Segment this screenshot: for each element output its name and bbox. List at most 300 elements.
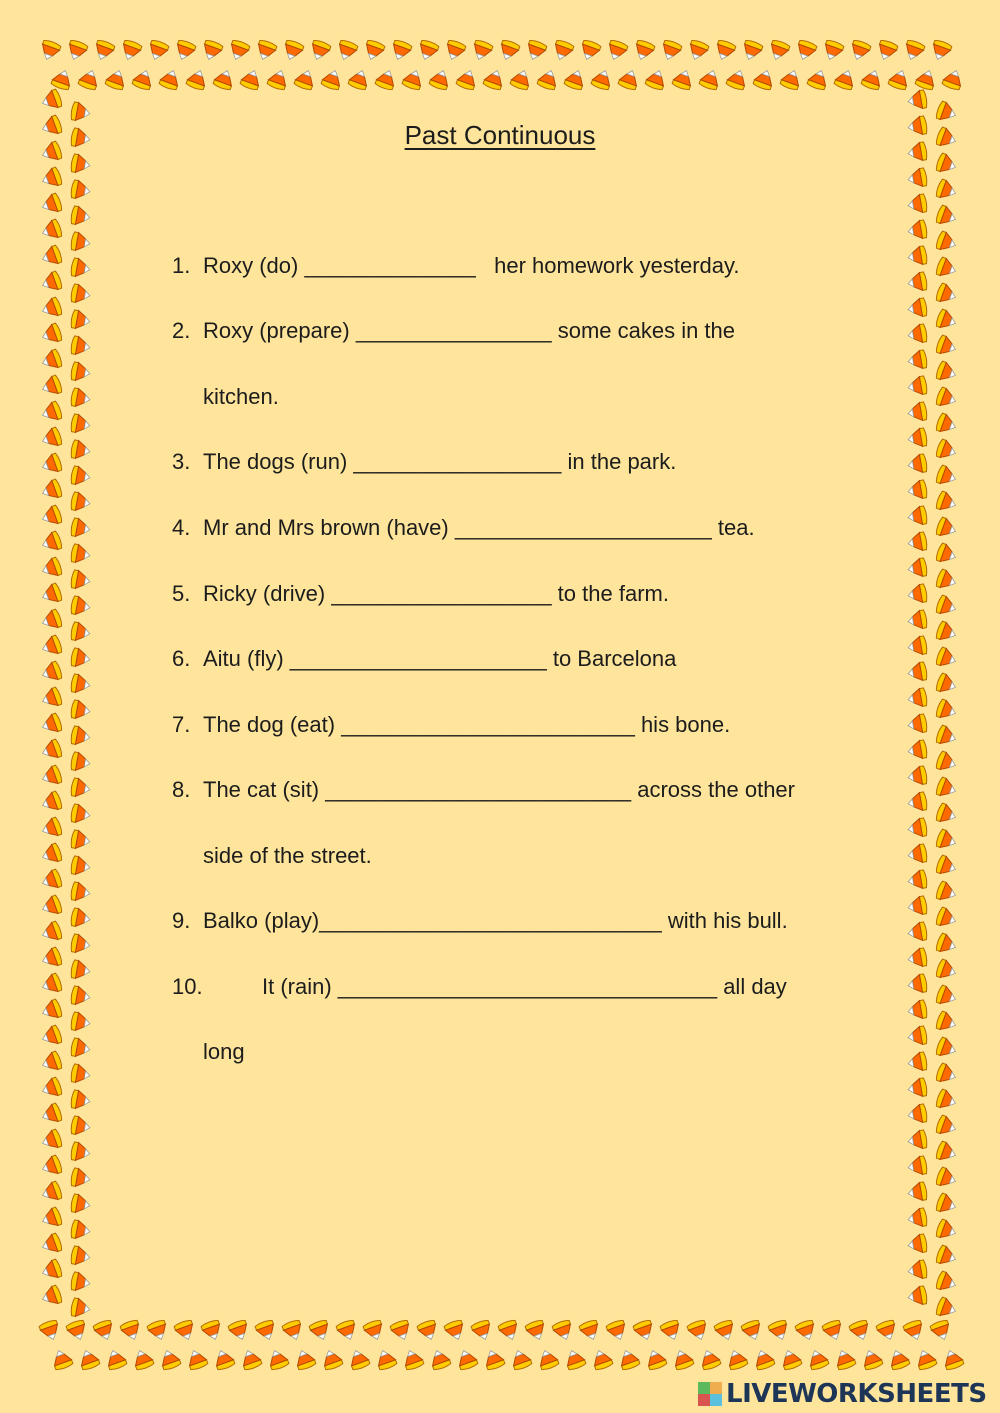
candy-corn-icon xyxy=(40,1233,64,1256)
item-continuation-2: kitchen. xyxy=(203,384,279,409)
candy-corn-icon xyxy=(40,869,64,892)
candy-corn-icon xyxy=(552,1319,575,1343)
candy-corn-icon xyxy=(935,1167,959,1190)
candy-corn-icon xyxy=(779,1348,802,1372)
candy-corn-icon xyxy=(159,68,182,92)
candy-corn-icon xyxy=(907,662,928,683)
candy-corn-icon xyxy=(935,1193,959,1216)
candy-corn-icon xyxy=(806,1348,829,1372)
item-sentence: Ricky (drive) __________________ to the farm. xyxy=(203,581,669,606)
candy-corn-icon xyxy=(227,39,250,63)
candy-corn-icon xyxy=(907,246,928,267)
candy-corn-icon xyxy=(282,1319,305,1343)
candy-corn-icon xyxy=(645,68,668,92)
candy-corn-icon xyxy=(935,231,959,254)
candy-corn-icon xyxy=(428,1348,451,1372)
candy-corn-icon xyxy=(935,1089,959,1112)
candy-corn-icon xyxy=(935,1271,959,1294)
candy-corn-icon xyxy=(660,1319,683,1343)
candy-corn-icon xyxy=(131,1348,154,1372)
candy-corn-icon xyxy=(70,752,91,773)
candy-corn-icon xyxy=(70,856,91,877)
candy-corn-icon xyxy=(40,1181,64,1204)
candy-corn-icon xyxy=(935,673,959,696)
candy-corn-icon xyxy=(907,558,928,579)
candy-corn-icon xyxy=(429,68,452,92)
candy-corn-icon xyxy=(907,818,928,839)
candy-corn-icon xyxy=(40,895,64,918)
candy-corn-icon xyxy=(105,68,128,92)
candy-corn-icon xyxy=(935,543,959,566)
candy-corn-icon xyxy=(401,1348,424,1372)
item-number: 5. xyxy=(172,581,191,606)
candy-corn-icon xyxy=(498,1319,521,1343)
candy-corn-icon xyxy=(40,713,64,736)
candy-corn-icon xyxy=(935,829,959,852)
candy-corn-icon xyxy=(929,39,952,63)
candy-corn-icon xyxy=(907,532,928,553)
candy-corn-icon xyxy=(497,39,520,63)
candy-corn-icon xyxy=(907,974,928,995)
candy-corn-icon xyxy=(591,68,614,92)
candy-corn-icon xyxy=(902,39,925,63)
candy-corn-icon xyxy=(132,68,155,92)
candy-corn-icon xyxy=(915,68,938,92)
candy-corn-icon xyxy=(907,688,928,709)
candy-corn-icon xyxy=(471,1319,494,1343)
candy-corn-icon xyxy=(40,739,64,762)
candy-corn-icon xyxy=(907,1000,928,1021)
candy-corn-icon xyxy=(70,804,91,825)
candy-corn-icon xyxy=(725,1348,748,1372)
candy-corn-icon xyxy=(309,1319,332,1343)
candy-corn-icon xyxy=(907,636,928,657)
item-sentence: Aitu (fly) _____________________ to Barcelona xyxy=(203,646,677,671)
candy-corn-icon xyxy=(70,492,91,513)
candy-corn-icon xyxy=(887,1348,910,1372)
candy-corn-icon xyxy=(70,258,91,279)
candy-corn-icon xyxy=(336,1319,359,1343)
candy-corn-icon xyxy=(861,68,884,92)
candy-corn-icon xyxy=(907,324,928,345)
candy-corn-icon xyxy=(551,39,574,63)
candy-corn-icon xyxy=(482,1348,505,1372)
candy-corn-icon xyxy=(935,517,959,540)
candy-corn-icon xyxy=(524,39,547,63)
candy-corn-icon xyxy=(849,1319,872,1343)
candy-corn-icon xyxy=(907,870,928,891)
candy-corn-icon xyxy=(935,725,959,748)
candy-corn-icon xyxy=(509,1348,532,1372)
candy-corn-icon xyxy=(70,1194,91,1215)
candy-corn-icon xyxy=(935,1011,959,1034)
candy-corn-icon xyxy=(578,39,601,63)
candy-corn-icon xyxy=(860,1348,883,1372)
candy-corn-icon xyxy=(768,1319,791,1343)
candy-corn-icon xyxy=(907,584,928,605)
candy-corn-icon xyxy=(40,531,64,554)
candy-corn-icon xyxy=(70,986,91,1007)
candy-corn-icon xyxy=(40,297,64,320)
candy-corn-icon xyxy=(907,896,928,917)
liveworksheets-logo-icon xyxy=(698,1382,722,1406)
candy-corn-icon xyxy=(510,68,533,92)
page-title: Past Continuous xyxy=(404,120,596,150)
candy-corn-icon xyxy=(40,557,64,580)
candy-corn-icon xyxy=(40,375,64,398)
candy-corn-icon xyxy=(907,1286,928,1307)
candy-corn-icon xyxy=(833,1348,856,1372)
candy-corn-icon xyxy=(470,39,493,63)
candy-corn-icon xyxy=(536,1348,559,1372)
candy-corn-icon xyxy=(40,1051,64,1074)
candy-corn-icon xyxy=(294,68,317,92)
candy-corn-icon xyxy=(807,68,830,92)
candy-corn-icon xyxy=(201,1319,224,1343)
candy-corn-icon xyxy=(70,362,91,383)
candy-corn-icon xyxy=(935,1219,959,1242)
candy-corn-icon xyxy=(794,39,817,63)
candy-corn-icon xyxy=(914,1348,937,1372)
candy-corn-icon xyxy=(935,257,959,280)
candy-corn-icon xyxy=(935,1245,959,1268)
candy-corn-icon xyxy=(70,778,91,799)
candy-corn-icon xyxy=(935,413,959,436)
candy-corn-icon xyxy=(935,803,959,826)
candy-corn-icon xyxy=(903,1319,926,1343)
candy-corn-icon xyxy=(348,68,371,92)
candy-corn-icon xyxy=(70,596,91,617)
candy-corn-icon xyxy=(617,1348,640,1372)
item-sentence: Roxy (do) ______________ her homework yesterday. xyxy=(203,253,740,278)
candy-corn-icon xyxy=(767,39,790,63)
candy-corn-icon xyxy=(40,765,64,788)
candy-corn-icon xyxy=(935,777,959,800)
candy-corn-icon xyxy=(65,39,88,63)
candy-corn-icon xyxy=(186,68,209,92)
candy-corn-icon xyxy=(320,1348,343,1372)
candy-corn-icon xyxy=(907,350,928,371)
candy-corn-icon xyxy=(780,68,803,92)
candy-corn-icon xyxy=(40,167,64,190)
candy-corn-icon xyxy=(70,648,91,669)
candy-corn-icon xyxy=(907,1130,928,1151)
candy-corn-icon xyxy=(293,1348,316,1372)
candy-corn-icon xyxy=(70,1142,91,1163)
candy-corn-icon xyxy=(907,792,928,813)
candy-corn-icon xyxy=(119,39,142,63)
candy-corn-icon xyxy=(935,855,959,878)
candy-corn-icon xyxy=(935,1037,959,1060)
candy-corn-icon xyxy=(70,232,91,253)
candy-corn-icon xyxy=(935,985,959,1008)
candy-corn-icon xyxy=(713,39,736,63)
candy-corn-icon xyxy=(930,1319,953,1343)
candy-corn-icon xyxy=(120,1319,143,1343)
item-sentence: Roxy (prepare) ________________ some cakes in the xyxy=(203,318,736,343)
candy-corn-icon xyxy=(935,387,959,410)
candy-corn-icon xyxy=(40,349,64,372)
candy-corn-icon xyxy=(907,220,928,241)
candy-corn-icon xyxy=(590,1348,613,1372)
candy-corn-icon xyxy=(40,1129,64,1152)
item-number: 8. xyxy=(172,777,191,802)
candy-corn-icon xyxy=(907,480,928,501)
candy-corn-icon xyxy=(935,751,959,774)
candy-corn-icon xyxy=(228,1319,251,1343)
candy-corn-icon xyxy=(70,206,91,227)
candy-corn-icon xyxy=(40,999,64,1022)
candy-corn-icon xyxy=(70,1168,91,1189)
candy-corn-icon xyxy=(70,1272,91,1293)
candy-corn-icon xyxy=(848,39,871,63)
candy-corn-icon xyxy=(525,1319,548,1343)
candy-corn-icon xyxy=(70,518,91,539)
item-sentence: Balko (play)____________________________ with his bull. xyxy=(203,908,788,933)
candy-corn-icon xyxy=(70,414,91,435)
candy-corn-icon xyxy=(935,309,959,332)
candy-corn-icon xyxy=(70,310,91,331)
item-continuation-8: side of the street. xyxy=(203,843,372,868)
candy-corn-icon xyxy=(444,1319,467,1343)
candy-corn-icon xyxy=(606,1319,629,1343)
candy-corn-icon xyxy=(907,844,928,865)
candy-corn-icon xyxy=(70,1298,91,1319)
candy-corn-icon xyxy=(40,89,64,112)
candy-corn-icon xyxy=(255,1319,278,1343)
candy-corn-icon xyxy=(564,68,587,92)
candy-corn-icon xyxy=(907,740,928,761)
candy-corn-icon xyxy=(417,1319,440,1343)
candy-corn-icon xyxy=(687,1319,710,1343)
candy-corn-icon xyxy=(402,68,425,92)
item-number: 3. xyxy=(172,449,191,474)
candy-corn-icon xyxy=(563,1348,586,1372)
item-sentence: The dogs (run) _________________ in the park. xyxy=(203,449,677,474)
watermark-text: LIVEWORKSHEETS xyxy=(726,1379,987,1409)
candy-corn-icon xyxy=(907,1182,928,1203)
candy-corn-icon xyxy=(40,1103,64,1126)
candy-corn-icon xyxy=(70,466,91,487)
candy-corn-icon xyxy=(456,68,479,92)
candy-corn-icon xyxy=(40,843,64,866)
candy-corn-icon xyxy=(375,68,398,92)
candy-corn-icon xyxy=(70,544,91,565)
candy-corn-icon xyxy=(907,714,928,735)
candy-corn-icon xyxy=(907,402,928,423)
candy-corn-icon xyxy=(935,621,959,644)
candy-corn-icon xyxy=(726,68,749,92)
candy-corn-icon xyxy=(672,68,695,92)
candy-corn-icon xyxy=(605,39,628,63)
candy-corn-icon xyxy=(40,1285,64,1308)
candy-corn-icon xyxy=(821,39,844,63)
item-number: 4. xyxy=(172,515,191,540)
candy-corn-icon xyxy=(40,505,64,528)
item-continuation-10: long xyxy=(203,1039,245,1064)
candy-corn-icon xyxy=(671,1348,694,1372)
candy-corn-icon xyxy=(935,933,959,956)
candy-corn-icon xyxy=(40,583,64,606)
candy-corn-icon xyxy=(40,245,64,268)
item-number: 2. xyxy=(172,318,191,343)
candy-corn-icon xyxy=(51,68,74,92)
candy-corn-icon xyxy=(907,922,928,943)
candy-corn-icon xyxy=(70,1090,91,1111)
candy-corn-icon xyxy=(347,1348,370,1372)
candy-corn-icon xyxy=(78,68,101,92)
candy-corn-icon xyxy=(70,154,91,175)
candy-corn-icon xyxy=(308,39,331,63)
candy-corn-icon xyxy=(935,361,959,384)
candy-corn-icon xyxy=(876,1319,899,1343)
candy-corn-icon xyxy=(633,1319,656,1343)
candy-corn-icon xyxy=(70,388,91,409)
candy-corn-icon xyxy=(40,973,64,996)
candy-corn-icon xyxy=(146,39,169,63)
candy-corn-icon xyxy=(40,791,64,814)
candy-corn-icon xyxy=(698,1348,721,1372)
item-number: 10. xyxy=(172,974,203,999)
candy-corn-icon xyxy=(70,1116,91,1137)
candy-corn-icon xyxy=(907,1026,928,1047)
candy-corn-icon xyxy=(281,39,304,63)
candy-corn-icon xyxy=(70,674,91,695)
candy-corn-icon xyxy=(714,1319,737,1343)
candy-corn-icon xyxy=(147,1319,170,1343)
candy-corn-icon xyxy=(740,39,763,63)
candy-corn-icon xyxy=(40,817,64,840)
candy-corn-icon xyxy=(935,205,959,228)
candy-corn-icon xyxy=(213,68,236,92)
candy-corn-icon xyxy=(70,284,91,305)
candy-corn-icon xyxy=(389,39,412,63)
candy-corn-icon xyxy=(40,1207,64,1230)
candy-corn-icon xyxy=(935,1141,959,1164)
candy-corn-icon xyxy=(935,699,959,722)
candy-corn-icon xyxy=(935,959,959,982)
candy-corn-icon xyxy=(40,687,64,710)
candy-corn-icon xyxy=(795,1319,818,1343)
candy-corn-icon xyxy=(40,323,64,346)
candy-corn-icon xyxy=(70,1038,91,1059)
candy-corn-icon xyxy=(239,1348,262,1372)
candy-corn-icon xyxy=(907,454,928,475)
candy-corn-icon xyxy=(70,1246,91,1267)
candy-corn-icon xyxy=(70,960,91,981)
candy-corn-icon xyxy=(70,934,91,955)
candy-corn-icon xyxy=(875,39,898,63)
candy-corn-icon xyxy=(935,491,959,514)
candy-corn-icon xyxy=(70,908,91,929)
candy-corn-icon xyxy=(40,219,64,242)
candy-corn-icon xyxy=(70,1012,91,1033)
candy-corn-icon xyxy=(935,439,959,462)
candy-corn-icon xyxy=(907,298,928,319)
candy-corn-icon xyxy=(659,39,682,63)
candy-corn-icon xyxy=(254,39,277,63)
item-sentence: Mr and Mrs brown (have) _____________________ tea. xyxy=(203,515,755,540)
candy-corn-icon xyxy=(362,39,385,63)
candy-corn-icon xyxy=(40,479,64,502)
candy-corn-icon xyxy=(70,1064,91,1085)
candy-corn-icon xyxy=(632,39,655,63)
candy-corn-icon xyxy=(935,1115,959,1138)
candy-corn-icon xyxy=(935,1297,959,1320)
candy-corn-icon xyxy=(40,661,64,684)
candy-corn-icon xyxy=(907,1078,928,1099)
candy-corn-icon xyxy=(40,453,64,476)
candy-corn-icon xyxy=(483,68,506,92)
candy-corn-icon xyxy=(70,336,91,357)
candy-corn-icon xyxy=(455,1348,478,1372)
candy-corn-icon xyxy=(174,1319,197,1343)
candy-corn-icon xyxy=(907,1156,928,1177)
candy-corn-icon xyxy=(579,1319,602,1343)
candy-corn-icon xyxy=(212,1348,235,1372)
candy-corn-icon xyxy=(40,1025,64,1048)
candy-corn-icon xyxy=(935,881,959,904)
candy-corn-icon xyxy=(38,39,61,63)
candy-corn-icon xyxy=(942,68,965,92)
candy-corn-icon xyxy=(935,647,959,670)
candy-corn-icon xyxy=(907,1208,928,1229)
candy-corn-icon xyxy=(935,1063,959,1086)
candy-corn-icon xyxy=(321,68,344,92)
candy-corn-icon xyxy=(266,1348,289,1372)
candy-corn-icon xyxy=(40,401,64,424)
candy-corn-icon xyxy=(935,465,959,488)
candy-corn-icon xyxy=(935,179,959,202)
candy-corn-icon xyxy=(935,907,959,930)
candy-corn-icon xyxy=(888,68,911,92)
candy-corn-icon xyxy=(70,830,91,851)
candy-corn-icon xyxy=(92,39,115,63)
candy-corn-icon xyxy=(935,595,959,618)
candy-corn-icon xyxy=(40,1259,64,1282)
candy-corn-icon xyxy=(66,1319,89,1343)
candy-corn-icon xyxy=(907,428,928,449)
candy-corn-icon xyxy=(185,1348,208,1372)
liveworksheets-watermark xyxy=(698,1377,987,1411)
candy-corn-icon xyxy=(390,1319,413,1343)
candy-corn-icon xyxy=(907,948,928,969)
candy-corn-icon xyxy=(907,1052,928,1073)
candy-corn-icon xyxy=(907,376,928,397)
candy-corn-icon xyxy=(374,1348,397,1372)
candy-corn-icon xyxy=(644,1348,667,1372)
candy-corn-icon xyxy=(240,68,263,92)
candy-corn-icon xyxy=(741,1319,764,1343)
candy-corn-icon xyxy=(200,39,223,63)
candy-corn-icon xyxy=(907,168,928,189)
candy-corn-icon xyxy=(618,68,641,92)
candy-corn-icon xyxy=(699,68,722,92)
candy-corn-icon xyxy=(363,1319,386,1343)
candy-corn-icon xyxy=(537,68,560,92)
candy-corn-icon xyxy=(70,440,91,461)
candy-corn-icon xyxy=(907,506,928,527)
candy-corn-icon xyxy=(907,1260,928,1281)
item-number: 7. xyxy=(172,712,191,737)
item-sentence: The dog (eat) ________________________ his bone. xyxy=(203,712,731,737)
candy-corn-icon xyxy=(173,39,196,63)
candy-corn-icon xyxy=(686,39,709,63)
candy-corn-icon xyxy=(40,427,64,450)
item-number: 9. xyxy=(172,908,191,933)
candy-corn-icon xyxy=(941,1348,964,1372)
candy-corn-icon xyxy=(158,1348,181,1372)
